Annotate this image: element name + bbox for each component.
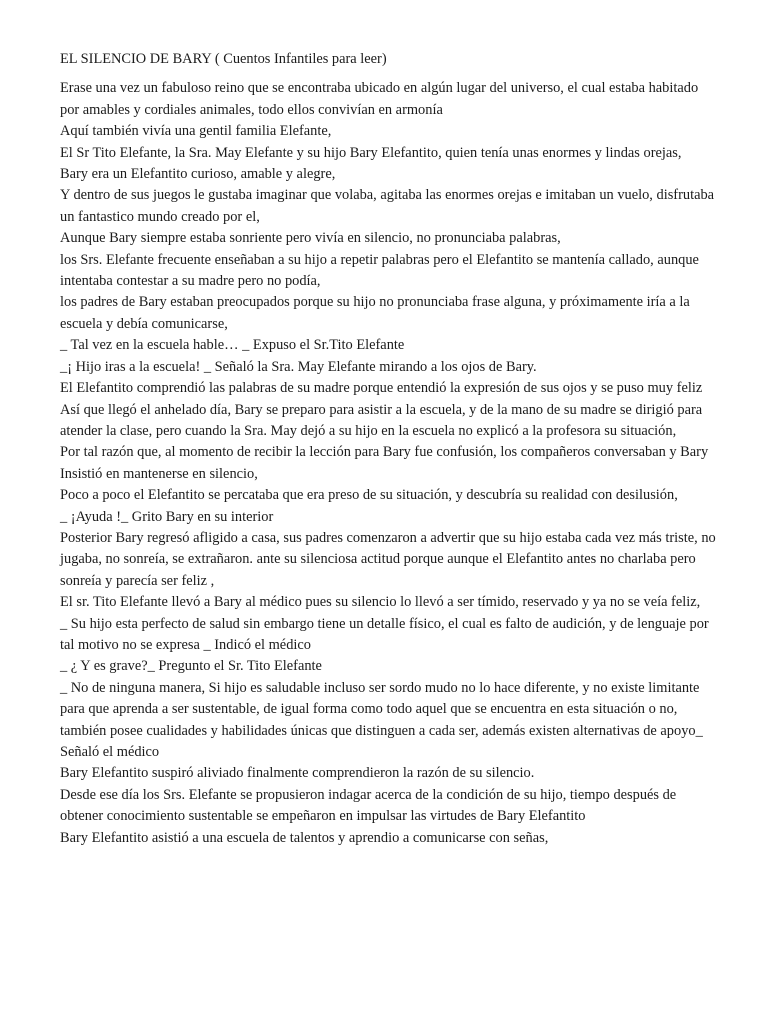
dialogue-line: _ ¡Ayuda !_ Grito Bary en su interior [60, 508, 274, 525]
dialogue-line: _¡ Hijo iras a la escuela! _ Señaló la Sra. May Elefante mirando a los ojos de Bary. [60, 358, 537, 375]
paragraph: Bary era un Elefantito curioso, amable y alegre, [60, 166, 336, 183]
paragraph: Así que llegó el anhelado día, Bary se preparo para asistir a la escuela, y de la mano de su madre se dirigió para atender la clase, pero cuando la Sra. May dejó a su hijo en la escuela no explicó a la profesora su situación, [60, 401, 703, 439]
paragraph: Por tal razón que, al momento de recibir la lección para Bary fue confusión, los compañeros conversaban y Bary Insistió en mantenerse en silencio, [60, 444, 709, 482]
dialogue-line: _ No de ninguna manera, Si hijo es saludable incluso ser sordo mudo no lo hace diferente, y no existe limitante para que aprenda a ser sustentable, de igual forma como todo aquel que se encuentra en esta situación o no, también posee cualidades y habilidades únicas que distinguen a cada ser, además existen alternativas de apoyo_ Señaló el médico [60, 679, 703, 760]
dialogue-line: _ ¿ Y es grave?_ Pregunto el Sr. Tito Elefante [60, 658, 322, 675]
dialogue-line: _ Tal vez en la escuela hable… _ Expuso el Sr.Tito Elefante [60, 337, 405, 354]
document-body [60, 49, 720, 849]
paragraph: Posterior Bary regresó afligido a casa, sus padres comenzaron a advertir que su hijo estaba cada vez más triste, no jugaba, no sonreía, se extrañaron. ante su silenciosa actitud porque aunque el Elefantito antes no charlaba pero sonreía y parecía ser feliz , [60, 529, 716, 589]
paragraph: Aquí también vivía una gentil familia Elefante, [60, 123, 332, 140]
paragraph: El Elefantito comprendió las palabras de su madre porque entendió la expresión de sus ojos y se puso muy feliz [60, 380, 703, 397]
story-text [60, 78, 720, 849]
paragraph: Y dentro de sus juegos le gustaba imaginar que volaba, agitaba las enormes orejas e imitaban un vuelo, disfrutaba un fantastico mundo creado por el, [60, 187, 715, 225]
paragraph: Erase una vez un fabuloso reino que se encontraba ubicado en algún lugar del universo, el cual estaba habitado por amables y cordiales animales, todo ellos convivían en armonía [60, 80, 699, 118]
document-title: EL SILENCIO DE BARY ( Cuentos Infantiles para leer) [60, 51, 387, 67]
paragraph: Poco a poco el Elefantito se percataba que era preso de su situación, y descubría su realidad con desilusión, [60, 487, 678, 504]
paragraph: Bary Elefantito asistió a una escuela de talentos y aprendio a comunicarse con señas, [60, 829, 549, 846]
paragraph: Bary Elefantito suspiró aliviado finalmente comprendieron la razón de su silencio. [60, 765, 535, 782]
dialogue-line: _ Su hijo esta perfecto de salud sin embargo tiene un detalle físico, el cual es falto de audición, y de lenguaje por tal motivo no se expresa _ Indicó el médico [60, 615, 709, 653]
paragraph: El sr. Tito Elefante llevó a Bary al médico pues su silencio lo llevó a ser tímido, reservado y ya no se veía feliz, [60, 594, 701, 611]
paragraph: Desde ese día los Srs. Elefante se propusieron indagar acerca de la condición de su hijo, tiempo después de obtener conocimiento sustentable se empeñaron en impulsar las virtudes de Bary Elefantito [60, 786, 677, 825]
paragraph: los Srs. Elefante frecuente enseñaban a su hijo a repetir palabras pero el Elefantito se mantenía callado, aunque intentaba contestar a su madre pero no podía, [60, 251, 699, 290]
paragraph: Aunque Bary siempre estaba sonriente pero vivía en silencio, no pronunciaba palabras, [60, 230, 561, 247]
paragraph: El Sr Tito Elefante, la Sra. May Elefante y su hijo Bary Elefantito, quien tenía unas enormes y lindas orejas, [60, 144, 682, 161]
paragraph: los padres de Bary estaban preocupados porque su hijo no pronunciaba frase alguna, y próximamente iría a la escuela y debía comunicarse, [60, 294, 690, 332]
